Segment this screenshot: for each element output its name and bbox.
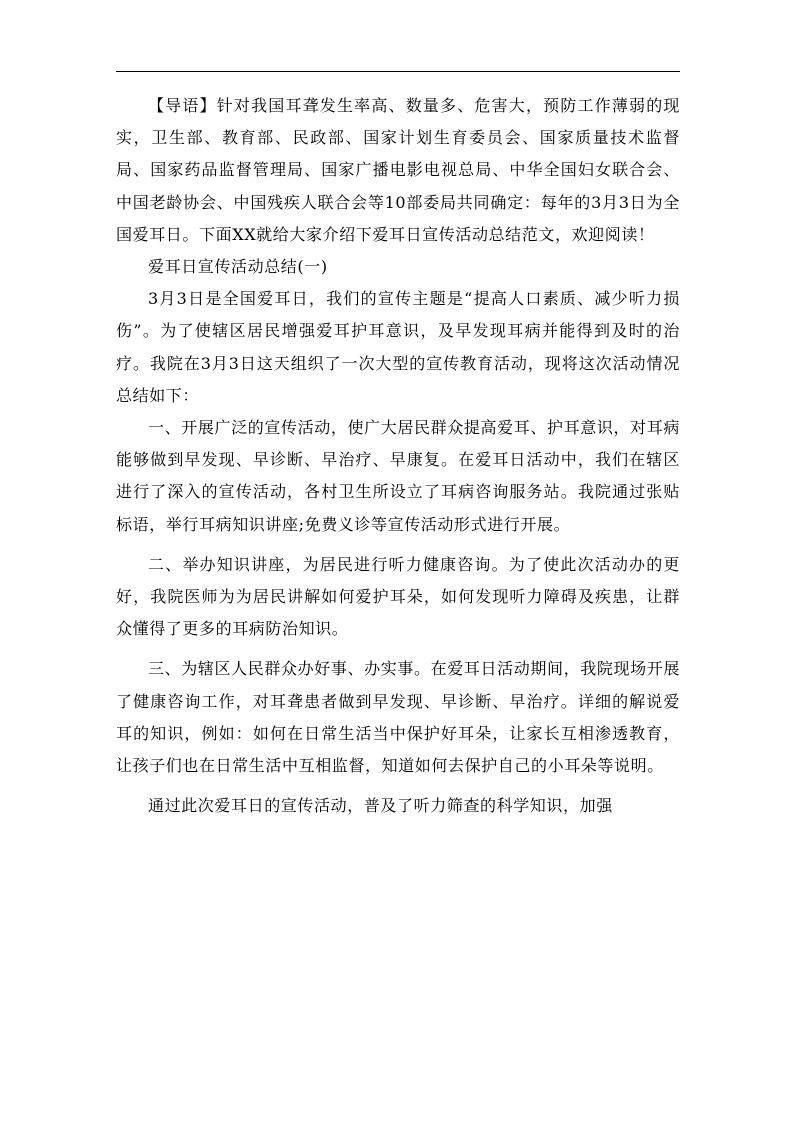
body-paragraph-4: 三、为辖区人民群众办好事、办实事。在爱耳日活动期间，我院现场开展了健康咨询工作，对耳聋患者做到早发现、早诊断、早治疗。详细的解说爱耳的知识，例如：如何在日常生活当中保护好耳朵，让家长互相渗透教育，让孩子们也在日常生活中互相监督，知道如何去保护自己的小耳朵等说明。 <box>116 659 680 776</box>
section-title: 爱耳日宣传活动总结(一) <box>148 257 328 277</box>
intro-paragraph: 【导语】针对我国耳聋发生率高、数量多、危害大，预防工作薄弱的现实，卫生部、教育部、民政部、国家计划生育委员会、国家质量技术监督局、国家药品监督管理局、国家广播电影电视总局、中华全国妇女联合会、中国老龄协会、中国残疾人联合会等10部委局共同确定：每年的3月3日为全国爱耳日。下面XX就给大家介绍下爱耳日宣传活动总结范文，欢迎阅读！ <box>116 96 680 244</box>
body-paragraph-3: 二、举办知识讲座，为居民进行听力健康咨询。为了使此次活动办的更好，我院医师为为居民讲解如何爱护耳朵，如何发现听力障碍及疾患，让群众懂得了更多的耳病防治知识。 <box>116 554 680 639</box>
header-rule <box>116 71 680 72</box>
document-body <box>116 90 680 822</box>
body-paragraph-5: 通过此次爱耳日的宣传活动，普及了听力筛查的科学知识，加强 <box>148 796 613 816</box>
body-paragraph-1: 3月3日是全国爱耳日，我们的宣传主题是“提高人口素质、减少听力损伤”。为了使辖区居民增强爱耳护耳意识，及早发现耳病并能得到及时的治疗。我院在3月3日这天组织了一次大型的宣传教育活动，现将这次活动情况总结如下： <box>116 289 680 405</box>
body-paragraph-2: 一、开展广泛的宣传活动，使广大居民群众提高爱耳、护耳意识，对耳病能够做到早发现、早诊断、早治疗、早康复。在爱耳日活动中，我们在辖区进行了深入的宣传活动，各村卫生所设立了耳病咨询服务站。我院通过张贴标语，举行耳病知识讲座;免费义诊等宣传活动形式进行开展。 <box>116 418 680 534</box>
